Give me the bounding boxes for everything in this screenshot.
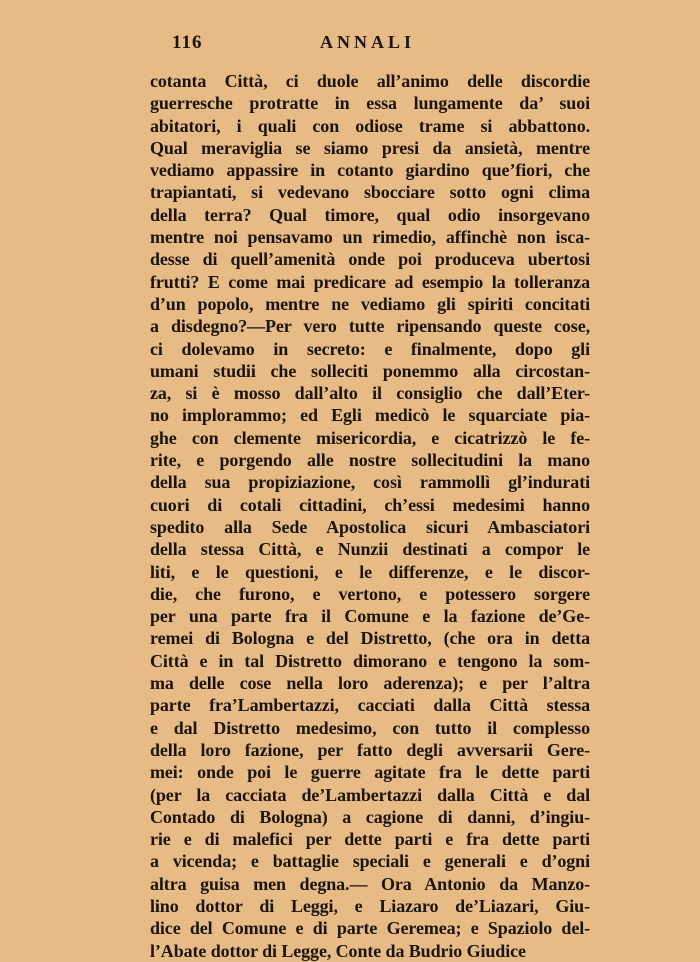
text-line: umani studii che solleciti ponemmo alla circostan- <box>150 360 590 381</box>
text-line: a vicenda; e battaglie speciali e generali e d’ogni <box>150 851 590 872</box>
text-line: altra guisa men degna.— Ora Antonio da Manzo- <box>150 873 590 894</box>
text-line: die, che furono, e vertono, e potessero sorgere <box>150 583 590 604</box>
text-line: Città e in tal Distretto dimorano e tengono la som- <box>150 650 590 671</box>
text-line: a disdegno?—Per vero tutte ripensando queste cose, <box>150 316 590 337</box>
text-line: della loro fazione, per fatto degli avversarii Gere- <box>150 739 590 760</box>
text-line: guerresche protratte in essa lungamente da’ suoi <box>150 93 590 114</box>
text-line: della sua propiziazione, così rammollì gl’indurati <box>150 472 590 493</box>
text-line: mentre noi pensavamo un rimedio, affinchè non isca- <box>150 227 590 248</box>
text-line: rite, e porgendo alle nostre sollecitudini la mano <box>150 450 590 471</box>
text-line: d’un popolo, mentre ne vediamo gli spiriti concitati <box>150 293 590 314</box>
text-line: no implorammo; ed Egli medicò le squarciate pia- <box>150 405 590 426</box>
text-line: l’Abate dottor di Legge, Conte da Budrio Giudice <box>150 940 526 961</box>
text-line: mei: onde poi le guerre agitate fra le dette parti <box>150 762 590 783</box>
text-line: per una parte fra il Comune e la fazione de’Ge- <box>150 606 590 627</box>
text-line: ghe con clemente misericordia, e cicatrizzò le fe- <box>150 427 590 448</box>
text-line: lino dottor di Leggi, e Liazaro de’Liazari, Giu- <box>150 895 590 916</box>
text-line: (per la cacciata de’Lambertazzi dalla Città e dal <box>150 784 590 805</box>
text-line: ci dolevamo in secreto: e finalmente, dopo gli <box>150 338 590 359</box>
text-line: rie e di malefici per dette parti e fra dette parti <box>150 829 590 850</box>
text-line: vediamo appassire in cotanto giardino que’fiori, che <box>150 160 590 181</box>
text-line: abitatori, i quali con odiose trame si abbattono. <box>150 115 590 136</box>
text-line: Contado di Bologna) a cagione di danni, d’ingiu- <box>150 806 590 827</box>
text-line: cotanta Città, ci duole all’animo delle discordie <box>150 71 590 91</box>
text-line: trapiantati, si vedevano sbocciare sotto ogni clima <box>150 182 590 203</box>
text-line: frutti? E come mai predicare ad esempio la tolleranza <box>150 271 590 292</box>
text-line: remei di Bologna e del Distretto, (che ora in detta <box>150 628 590 649</box>
text-line: za, si è mosso dall’alto il consiglio che dall’Eter- <box>150 383 590 404</box>
text-line: desse di quell’amenità onde poi produceva ubertosi <box>150 249 590 270</box>
text-line: della terra? Qual timore, qual odio insorgevano <box>150 204 590 225</box>
text-line: ma delle cose nella loro aderenza); e per l’altra <box>150 673 590 694</box>
text-line: e dal Distretto medesimo, con tutto il complesso <box>150 717 590 738</box>
text-line: della stessa Città, e Nunzii destinati a compor le <box>150 539 590 560</box>
text-line: liti, e le questioni, e le differenze, e le discor- <box>150 561 590 582</box>
text-line: Qual meraviglia se siamo presi da ansietà, mentre <box>150 137 590 158</box>
text-line: spedito alla Sede Apostolica sicuri Ambasciatori <box>150 516 590 537</box>
page-number: 116 <box>172 32 203 53</box>
running-title: ANNALI <box>320 32 416 52</box>
text-line: cuori di cotali cittadini, ch’essi medesimi hanno <box>150 494 590 515</box>
text-line: parte fra’Lambertazzi, cacciati dalla Città stessa <box>150 695 590 716</box>
page-header <box>150 32 590 58</box>
text-line: dice del Comune e di parte Geremea; e Spaziolo del- <box>150 918 590 939</box>
body-text <box>150 70 590 962</box>
